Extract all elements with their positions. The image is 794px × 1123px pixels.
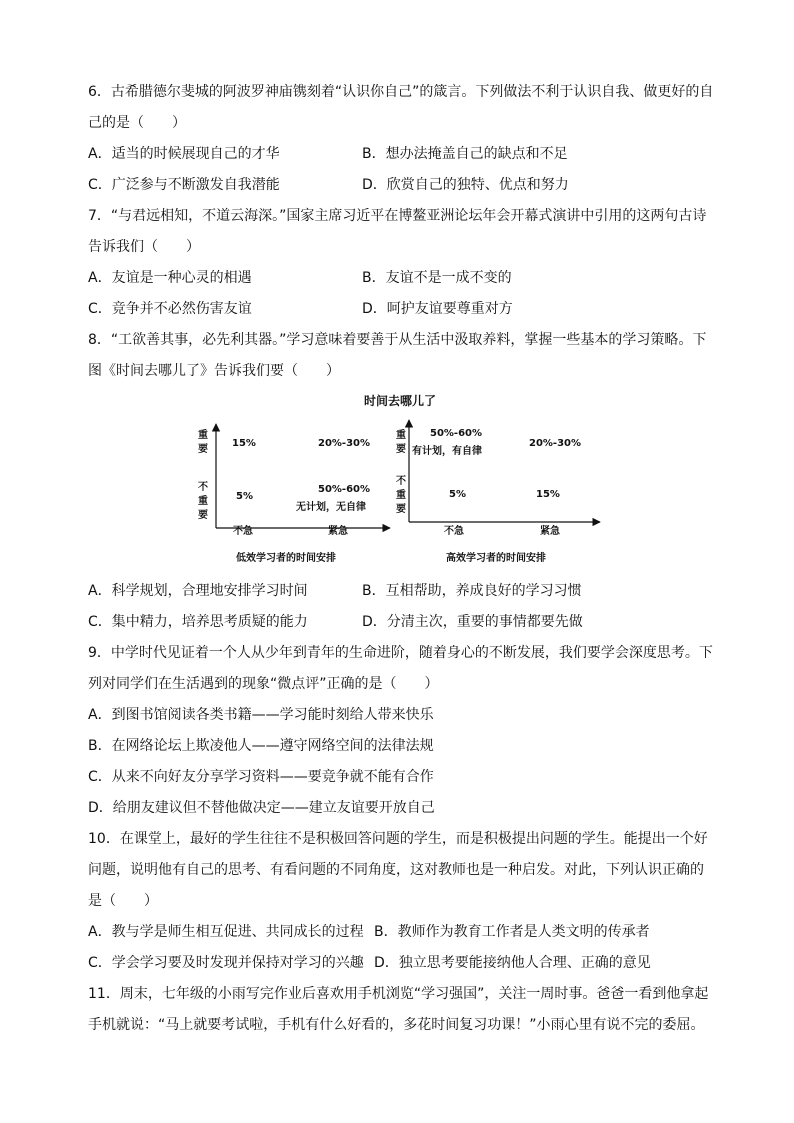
right-chart-caption: 高效学习者的时间安排 (446, 553, 546, 564)
left-y-bottom-char2: 重 (198, 496, 208, 507)
q6-option-d: D．欣赏自己的独特、优点和努力 (362, 177, 569, 193)
left-q4-value: 50%-60% (318, 484, 371, 495)
q7-stem-line2: 告诉我们（ ） (88, 239, 200, 255)
right-q3-value: 5% (449, 489, 466, 500)
figure-title: 时间去哪儿了 (363, 394, 437, 408)
q11-stem-line1: 11．周末，七年级的小雨写完作业后喜欢用手机浏览“学习强国”，关注一周时事。爸爸一看到他拿起 (88, 986, 709, 1002)
right-x-right-label: 紧急 (540, 526, 560, 537)
left-q2-value: 20%-30% (318, 438, 371, 449)
q9-stem-line1: 9．中学时代见证着一个人从少年到青年的生命进阶，随着身心的不断发展，我们要学会深度思考。下 (88, 645, 713, 661)
right-q1-note: 有计划，有自律 (412, 446, 482, 457)
right-q1-value: 50%-60% (430, 428, 483, 439)
right-y-bottom-char2: 重 (396, 490, 406, 501)
q10-stem-line1: 10．在课堂上，最好的学生往往不是积极回答问题的学生，而是积极提出问题的学生。能提出一个好 (88, 831, 708, 847)
right-x-left-label: 不急 (444, 526, 464, 537)
q10-option-d: D．独立思考要能接纳他人合理、正确的意见 (374, 955, 651, 971)
left-chart-caption: 低效学习者的时间安排 (236, 553, 336, 564)
q6-stem-line1: 6．古希腊德尔斐城的阿波罗神庙镌刻着“认识你自己”的箴言。下列做法不利于认识自我、做更好的自 (88, 84, 714, 100)
time-management-figure (190, 392, 610, 572)
right-y-bottom-char1: 不 (396, 476, 406, 487)
q8-option-c: C．集中精力，培养思考质疑的能力 (88, 614, 308, 630)
q9-option-b: B．在网络论坛上欺凌他人——遵守网络空间的法律法规 (88, 738, 434, 754)
q10-option-b: B．教师作为教育工作者是人类文明的传承者 (374, 924, 650, 940)
right-y-top-char1: 重 (396, 430, 406, 441)
left-y-bottom-char1: 不 (198, 482, 208, 493)
q8-stem-line1: 8．“工欲善其事，必先利其器。”学习意味着要善于从生活中汲取养料，掌握一些基本的学习策略。下 (88, 332, 707, 348)
left-x-right-label: 紧急 (328, 526, 348, 537)
q7-option-b: B．友谊不是一成不变的 (362, 270, 512, 286)
q10-option-a: A．教与学是师生相互促进、共同成长的过程 (88, 924, 364, 940)
right-q4-value: 15% (536, 489, 560, 500)
q10-option-c: C．学会学习要及时发现并保持对学习的兴趣 (88, 955, 364, 971)
q10-stem-line2: 问题，说明他有自己的思考、有看问题的不同角度，这对教师也是一种启发。对此，下列认识正确的 (88, 862, 704, 878)
q6-option-b: B．想办法掩盖自己的缺点和不足 (362, 146, 568, 162)
q8-stem-line2: 图《时间去哪儿了》告诉我们要（ ） (88, 363, 340, 379)
q6-option-a: A．适当的时候展现自己的才华 (88, 146, 280, 162)
q10-stem-line3: 是（ ） (88, 893, 158, 909)
q7-stem-line1: 7．“与君远相知，不道云海深。”国家主席习近平在博鳌亚洲论坛年会开幕式演讲中引用的这两句古诗 (88, 208, 707, 224)
q7-option-c: C．竞争并不必然伤害友谊 (88, 301, 252, 317)
q9-stem-line2: 列对同学们在生活遇到的现象“微点评”正确的是（ ） (88, 676, 439, 692)
q8-option-b: B．互相帮助，养成良好的学习习惯 (362, 583, 582, 599)
right-y-bottom-char3: 要 (396, 504, 406, 515)
right-y-top-char2: 要 (396, 444, 406, 455)
q6-option-c: C．广泛参与不断激发自我潜能 (88, 177, 280, 193)
left-q4-note: 无计划，无自律 (296, 502, 366, 513)
q9-option-a: A．到图书馆阅读各类书籍——学习能时刻给人带来快乐 (88, 707, 434, 723)
q9-option-d: D．给朋友建议但不替他做决定——建立友谊要开放自己 (88, 800, 435, 816)
q6-stem-line2: 己的是（ ） (88, 115, 186, 131)
q9-option-c: C．从来不向好友分享学习资料——要竞争就不能有合作 (88, 769, 434, 785)
q8-option-d: D．分清主次，重要的事情都要先做 (362, 614, 583, 630)
left-q1-value: 15% (232, 438, 256, 449)
left-q3-value: 5% (236, 491, 253, 502)
q7-option-d: D．呵护友谊要尊重对方 (362, 301, 513, 317)
left-x-left-label: 不急 (233, 526, 253, 537)
q8-option-a: A．科学规划，合理地安排学习时间 (88, 583, 308, 599)
left-y-top-char2: 要 (198, 444, 208, 455)
left-y-top-char1: 重 (198, 430, 208, 441)
left-y-bottom-char3: 要 (198, 510, 208, 521)
q7-option-a: A．友谊是一种心灵的相遇 (88, 270, 252, 286)
q11-stem-line2: 手机就说：“马上就要考试啦，手机有什么好看的，多花时间复习功课！”小雨心里有说不完的委屈。 (88, 1017, 705, 1033)
right-q2-value: 20%-30% (529, 438, 582, 449)
